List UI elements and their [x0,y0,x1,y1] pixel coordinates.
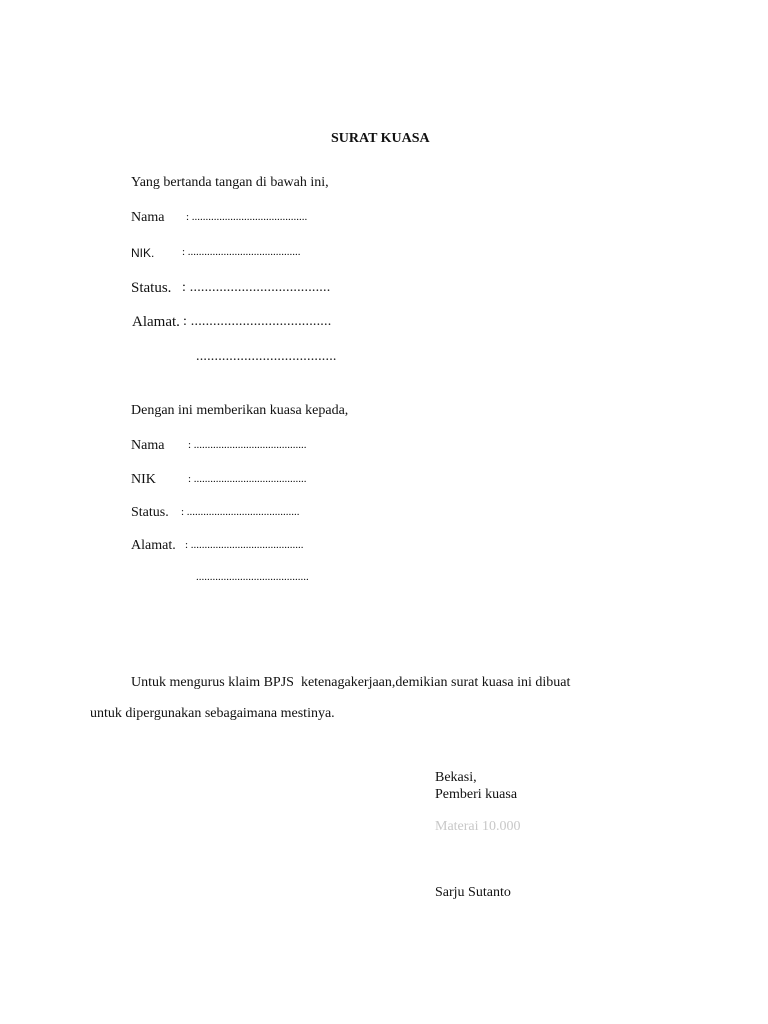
transfer-text: Dengan ini memberikan kuasa kepada, [131,403,349,418]
grantee-alamat-label: Alamat. [131,538,176,553]
purpose-line-1: Untuk mengurus klaim BPJS ketenagakerjaan,demikian surat kuasa ini dibuat [131,675,571,690]
grantee-nama-label: Nama [131,438,165,453]
grantor-alamat-label: Alamat. [132,314,180,330]
document-title: SURAT KUASA [331,131,430,146]
grantee-nik-field: : ......................................... [188,473,307,485]
grantee-nik-label: NIK [131,472,156,487]
signer-name: Sarju Sutanto [435,885,511,900]
grantor-alamat-field: : ...................................... [183,314,332,329]
grantor-nama-field: : .......................................... [186,211,308,223]
purpose-line-2: untuk dipergunakan sebagaimana mestinya. [90,706,335,721]
grantor-nama-label: Nama [131,210,165,225]
grantee-status-label: Status. [131,505,169,520]
grantor-status-label: Status. [131,280,172,296]
grantor-nik-field: : ......................................... [182,246,301,258]
signature-role: Pemberi kuasa [435,787,518,802]
intro-text: Yang bertanda tangan di bawah ini, [131,175,329,190]
grantee-nama-field: : ......................................... [188,439,307,451]
stamp-placeholder: Materai 10.000 [435,819,521,834]
grantor-nik-label: NIK. [131,246,155,260]
grantee-alamat-field: : ......................................... [185,539,304,551]
signature-place: Bekasi, [435,770,477,785]
grantee-alamat-continuation: ......................................... [196,571,309,583]
grantor-alamat-continuation: ...................................... [196,349,337,364]
grantee-status-field: : ......................................... [181,506,300,518]
grantor-status-field: : ...................................... [182,280,331,295]
